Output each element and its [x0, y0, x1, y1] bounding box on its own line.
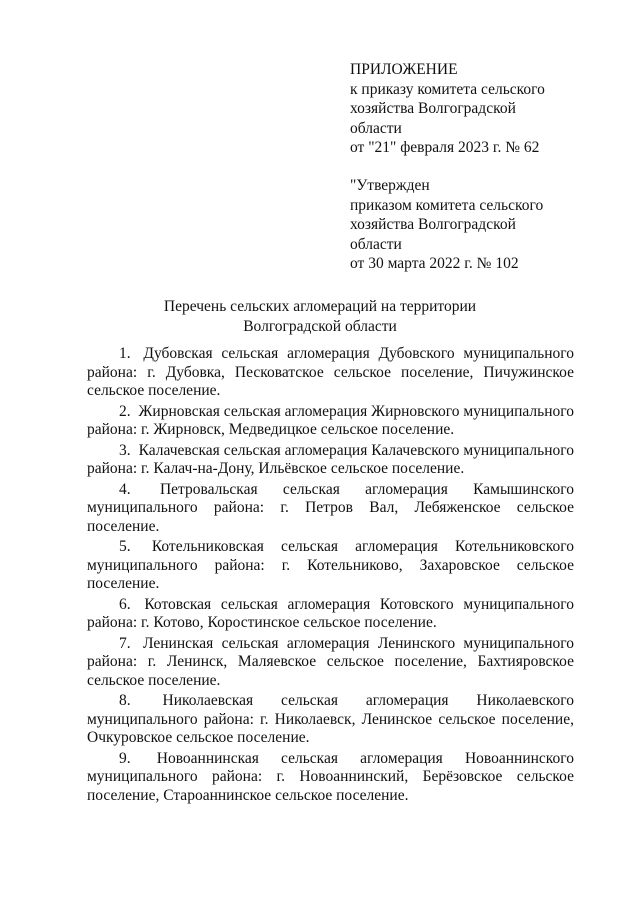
- item-number: 1.: [119, 345, 131, 362]
- appendix-date-line: от "21" февраля 2023 г. № 62: [350, 139, 540, 156]
- list-item: [87, 596, 574, 633]
- approval-block: [350, 176, 590, 274]
- item-number: 4.: [119, 480, 131, 498]
- title-line: Волгоградской области: [243, 317, 397, 335]
- item-number: 3.: [119, 441, 131, 459]
- item-text: Николаевская сельская агломерация Николаевского муниципального района: г. Николаевск, Ленинское сельское поселение, Очкуровское сельское поселение.: [87, 692, 574, 746]
- approval-line: хозяйства Волгоградской: [350, 216, 516, 233]
- item-number: 8.: [119, 692, 131, 709]
- list-item: [87, 481, 574, 537]
- item-text: Калачевская сельская агломерация Калачевского муниципального района: г. Калач-на-Дону, Ильёвское сельское поселение.: [87, 441, 574, 477]
- document-title: [120, 297, 520, 336]
- item-number: 7.: [119, 634, 131, 652]
- list-item: [87, 538, 574, 594]
- item-text: Новоаннинская сельская агломерация Новоаннинского муниципального района: г. Новоаннинский, Берёзовское сельское поселение, Староаннинское сельское поселение.: [87, 749, 574, 804]
- item-text: Петровальская сельская агломерация Камышинского муниципального района: г. Петров Вал, Лебяженское сельское поселение.: [87, 480, 574, 535]
- approval-line: "Утвержден: [350, 177, 430, 194]
- item-number: 2.: [119, 402, 131, 420]
- agglomeration-list: [87, 345, 574, 807]
- list-item: [87, 692, 574, 748]
- approval-line: приказом комитета сельского: [350, 196, 544, 214]
- appendix-line: к приказу комитета сельского: [350, 80, 545, 98]
- appendix-header: [350, 60, 590, 158]
- appendix-line: области: [350, 119, 402, 137]
- item-text: Котовская сельская агломерация Котовского муниципального района: г. Котово, Коростинское сельское поселение.: [87, 595, 574, 631]
- list-item: [87, 442, 574, 479]
- item-text: Ленинская сельская агломерация Ленинского муниципального района: г. Ленинск, Маляевское сельское поселение, Бахтияровское сельское поселение.: [87, 634, 575, 689]
- item-text: Котельниковская сельская агломерация Котельниковского муниципального района: г. Котельниково, Захаровское сельское поселение.: [87, 538, 575, 592]
- title-line: Перечень сельских агломераций на территории: [163, 298, 477, 315]
- item-number: 6.: [119, 595, 131, 613]
- approval-line: области: [350, 235, 402, 253]
- list-item: [87, 345, 574, 401]
- approval-date-line: от 30 марта 2022 г. № 102: [350, 255, 519, 272]
- list-item: [87, 635, 574, 691]
- appendix-line: хозяйства Волгоградской: [350, 100, 516, 117]
- item-text: Жирновская сельская агломерация Жирновского муниципального района: г. Жирновск, Медведицкое сельское поселение.: [87, 402, 574, 438]
- appendix-title: ПРИЛОЖЕНИЕ: [350, 61, 458, 78]
- item-number: 5.: [119, 538, 131, 555]
- item-text: Дубовская сельская агломерация Дубовского муниципального района: г. Дубовка, Песковатское сельское поселение, Пичужинское сельское поселение.: [87, 345, 574, 399]
- list-item: [87, 403, 574, 440]
- list-item: [87, 750, 574, 806]
- item-number: 9.: [119, 749, 131, 767]
